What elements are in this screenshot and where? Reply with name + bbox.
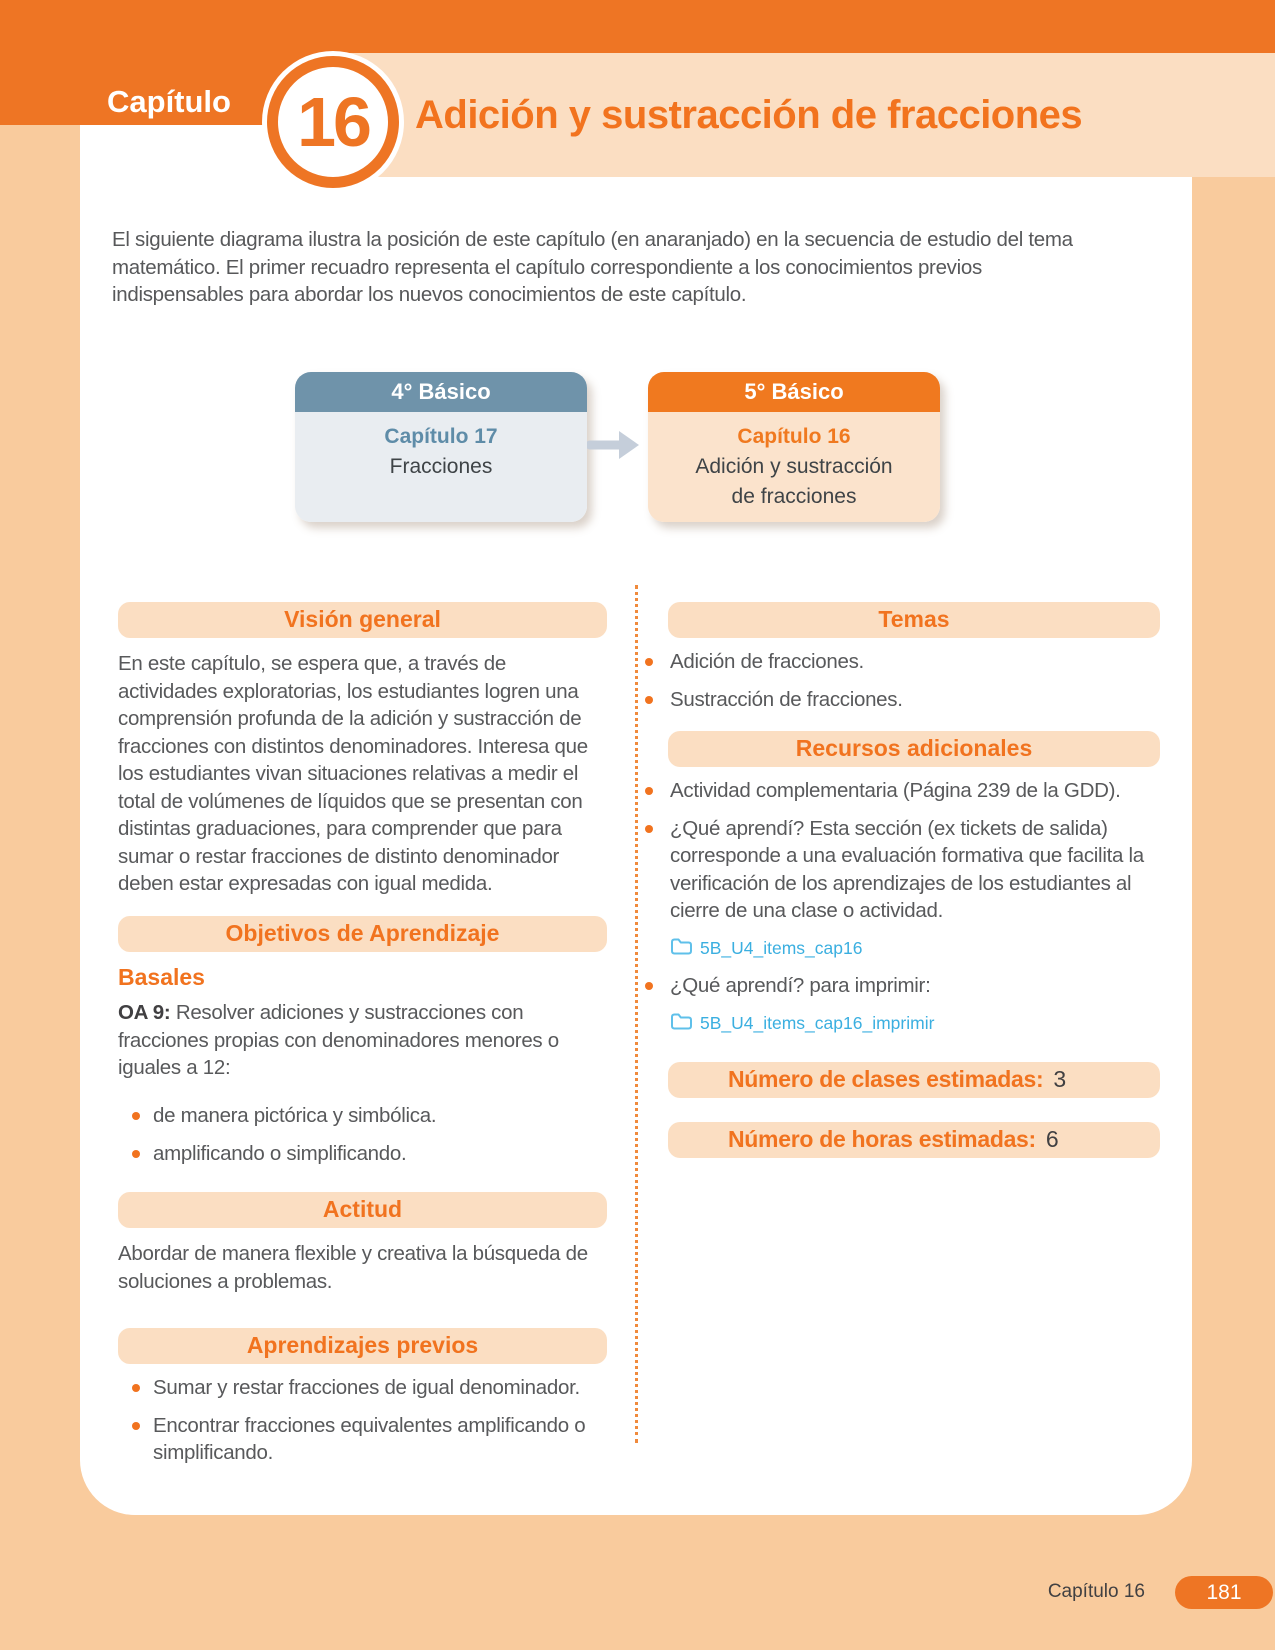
chapter-label: Capítulo (107, 84, 231, 119)
objetivos-subheading: Basales (118, 963, 205, 990)
sequence-card-previous (295, 372, 587, 522)
bullet-text: Adición de fracciones. (670, 650, 864, 673)
bullet-text: de manera pictórica y simbólica. (153, 1104, 437, 1127)
current-card-body (648, 412, 940, 522)
page-number-badge: 181 (1175, 1576, 1273, 1609)
list-item (118, 1412, 607, 1467)
oa9-label: OA 9: (118, 1001, 171, 1024)
bullet-text: ¿Qué aprendí? Esta sección (ex tickets de salida) corresponde a una evaluación formativa que facilita la verificación de los aprendizajes de los estudiantes al cierre de una clase o actividad. (670, 816, 1144, 922)
estimated-hours-value: 6 (1045, 1126, 1059, 1153)
estimated-classes-bar (668, 1062, 1160, 1098)
bullet-text: ¿Qué aprendí? para imprimir: (670, 974, 931, 997)
folder-icon (670, 1010, 692, 1038)
bullet-text: amplificando o simplificando. (153, 1141, 407, 1165)
list-item (118, 1102, 607, 1130)
actitud-text: Abordar de manera flexible y creativa la búsqueda de soluciones a problemas. (118, 1242, 588, 1293)
folder-icon (670, 935, 692, 963)
sequence-card-current (648, 372, 940, 522)
recursos-bullet-list (645, 777, 1160, 925)
previous-chapter-label: Capítulo 17 (384, 425, 498, 448)
aprendizajes-previos-bullet-list (118, 1374, 607, 1467)
list-item (645, 777, 1160, 805)
resource-link[interactable]: 5B_U4_items_cap16_imprimir (700, 1012, 935, 1033)
footer-chapter-label: Capítulo 16 (1047, 1581, 1145, 1602)
column-divider (635, 585, 638, 1443)
section-heading-aprendizajes-previos: Aprendizajes previos (118, 1328, 607, 1364)
page-title: Adición y sustracción de fracciones (415, 92, 1083, 137)
estimated-classes-label: Número de clases estimadas: (728, 1066, 1044, 1093)
arrow-right-icon (585, 428, 643, 467)
bullet-text: Encontrar fracciones equivalentes amplificando o simplificando. (153, 1413, 586, 1464)
temas-bullet-list (645, 648, 1160, 713)
current-chapter-label: Capítulo 16 (737, 425, 851, 448)
list-item (118, 1140, 607, 1168)
previous-grade-label: 4° Básico (295, 372, 587, 412)
list-item (645, 815, 1160, 925)
previous-card-body (295, 412, 587, 522)
section-heading-actitud: Actitud (118, 1192, 607, 1228)
list-item (645, 972, 1160, 1000)
oa9-text (118, 999, 607, 1082)
section-heading-vision-general: Visión general (118, 602, 607, 638)
resource-link[interactable]: 5B_U4_items_cap16 (700, 937, 863, 958)
vision-general-text: En este capítulo, se espera que, a través de actividades exploratorias, los estudiantes logren una comprensión profunda de la adición y sustracción de fracciones con distintos denominadores. Interesa que los estudiantes vivan situaciones relativas a medir el total de volúmenes de líquidos que se presentan con distintas graduaciones, para comprender que para sumar o restar fracciones de distinto denominador deben estar expresadas con igual medida. (118, 652, 588, 895)
section-heading-temas: Temas (668, 602, 1160, 638)
current-grade-label: 5° Básico (648, 372, 940, 412)
resource-link-row (670, 935, 1160, 963)
recursos-bullet-list-2 (645, 972, 1160, 1000)
chapter-number-badge (262, 51, 404, 193)
bullet-text: Sustracción de fracciones. (670, 687, 903, 711)
section-heading-objetivos: Objetivos de Aprendizaje (118, 916, 607, 952)
title-band (345, 53, 1275, 177)
resource-link-row (670, 1010, 1160, 1038)
right-column (645, 602, 1160, 1158)
list-item (118, 1374, 607, 1402)
section-heading-recursos: Recursos adicionales (668, 731, 1160, 767)
bullet-text: Sumar y restar fracciones de igual denominador. (153, 1376, 580, 1399)
intro-paragraph: El siguiente diagrama ilustra la posición de este capítulo (en anaranjado) en la secuencia de estudio del tema matemático. El primer recuadro representa el capítulo correspondiente a los conocimientos previos indispensables para abordar los nuevos conocimientos de este capítulo. (112, 228, 1073, 306)
list-item (645, 648, 1160, 676)
left-column (118, 602, 607, 1477)
estimated-hours-bar (668, 1122, 1160, 1158)
oa9-description: Resolver adiciones y sustracciones con fracciones propias con denominadores menores o iguales a 12: (118, 1001, 559, 1079)
bullet-text: Actividad complementaria (Página 239 de la GDD). (670, 779, 1121, 802)
previous-chapter-name: Fracciones (389, 455, 493, 478)
current-chapter-name: Adición y sustracción de fracciones (695, 455, 893, 508)
estimated-hours-label: Número de horas estimadas: (728, 1126, 1036, 1153)
objetivos-bullet-list (118, 1102, 607, 1167)
list-item (645, 686, 1160, 714)
estimated-classes-value: 3 (1053, 1066, 1066, 1093)
chapter-number: 16 (267, 56, 399, 188)
